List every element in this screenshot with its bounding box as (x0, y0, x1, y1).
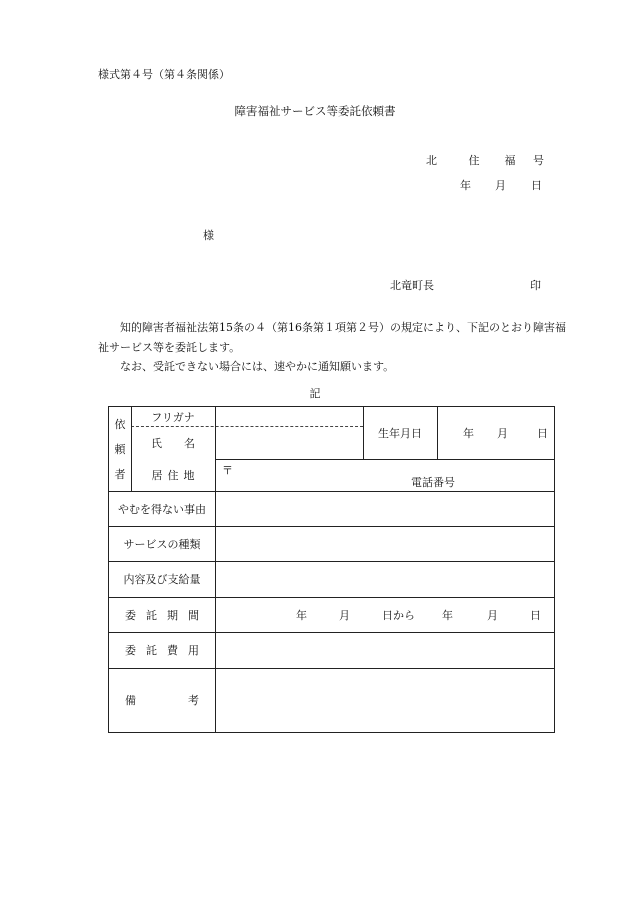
ref-char: 号 (533, 154, 544, 167)
issue-date (460, 177, 542, 193)
furigana-input[interactable] (216, 407, 363, 426)
requester-label (109, 407, 131, 491)
remarks-label-char: 考 (188, 694, 199, 707)
body-paragraph-2: なお、受託できない場合には、速やかに通知願います。 (120, 360, 395, 373)
requester-label-char: 依 (114, 417, 126, 431)
ki-heading: 記 (309, 387, 321, 400)
document-title: 障害福祉サービス等委託依頼書 (234, 104, 396, 118)
issuer-name: 北竜町長 (390, 279, 434, 292)
content-input[interactable] (216, 562, 554, 597)
fee-label (109, 632, 215, 668)
address-label-char: 住 (167, 469, 179, 482)
reason-input[interactable] (216, 492, 554, 526)
fee-label-char: 委 (125, 644, 136, 657)
fee-label-char: 費 (167, 644, 178, 657)
name-input[interactable] (216, 427, 363, 459)
reference-number (426, 152, 544, 168)
name-label (131, 426, 215, 459)
address-label-char: 居 (151, 469, 163, 482)
requester-label-char: 頼 (114, 442, 126, 456)
period-label (109, 597, 215, 632)
period-end-day: 日 (530, 609, 541, 622)
period-start-day: 日から (382, 609, 415, 622)
birth-year: 年 (463, 427, 474, 440)
birth-day: 日 (537, 427, 548, 440)
period-label-char: 託 (146, 608, 157, 622)
address-label-char: 地 (183, 469, 195, 482)
birthdate-input[interactable] (437, 407, 554, 459)
period-label-char: 委 (125, 608, 136, 622)
reason-label: やむを得ない事由 (118, 502, 206, 516)
address-label (131, 459, 215, 491)
furigana-label: フリガナ (151, 410, 195, 424)
birthdate-label: 生年月日 (378, 427, 422, 440)
request-form-table (108, 406, 555, 733)
remarks-label (109, 668, 215, 732)
service-type-label: サービスの種類 (123, 537, 201, 551)
period-label-char: 間 (188, 608, 199, 622)
addressee-suffix: 様 (203, 229, 214, 242)
name-label-char: 名 (184, 436, 195, 450)
period-start-year: 年 (296, 609, 307, 622)
body-paragraph-1: 知的障害者福祉法第15条の４（第16条第１項第２号）の規定により、下記のとおり障害福祉サービス等を委託します。 (98, 321, 566, 354)
birth-month: 月 (497, 427, 508, 440)
ref-char: 北 (426, 154, 437, 167)
requester-label-char: 者 (114, 468, 126, 482)
fee-label-char: 託 (146, 644, 157, 657)
fee-label-char: 用 (188, 644, 199, 657)
ref-char: 住 (468, 154, 480, 167)
date-day: 日 (531, 179, 542, 192)
date-year: 年 (460, 179, 471, 192)
content-label: 内容及び支給量 (123, 573, 201, 586)
postal-mark: 〒 (222, 464, 233, 477)
address-input[interactable] (216, 460, 554, 491)
name-label-char: 氏 (151, 436, 162, 450)
remarks-input[interactable] (216, 669, 554, 731)
period-end-year: 年 (442, 609, 453, 622)
ref-char: 福 (504, 154, 516, 167)
service-type-input[interactable] (216, 527, 554, 561)
period-label-char: 期 (167, 608, 178, 622)
date-month: 月 (495, 179, 506, 192)
phone-label: 電話番号 (411, 476, 455, 489)
remarks-label-char: 備 (125, 694, 136, 707)
issuer-seal: 印 (530, 279, 541, 292)
fee-input[interactable] (216, 633, 554, 668)
period-start-month: 月 (339, 609, 350, 622)
period-end-month: 月 (487, 609, 498, 622)
period-input[interactable] (216, 598, 554, 632)
form-number: 様式第４号（第４条関係） (98, 68, 230, 81)
